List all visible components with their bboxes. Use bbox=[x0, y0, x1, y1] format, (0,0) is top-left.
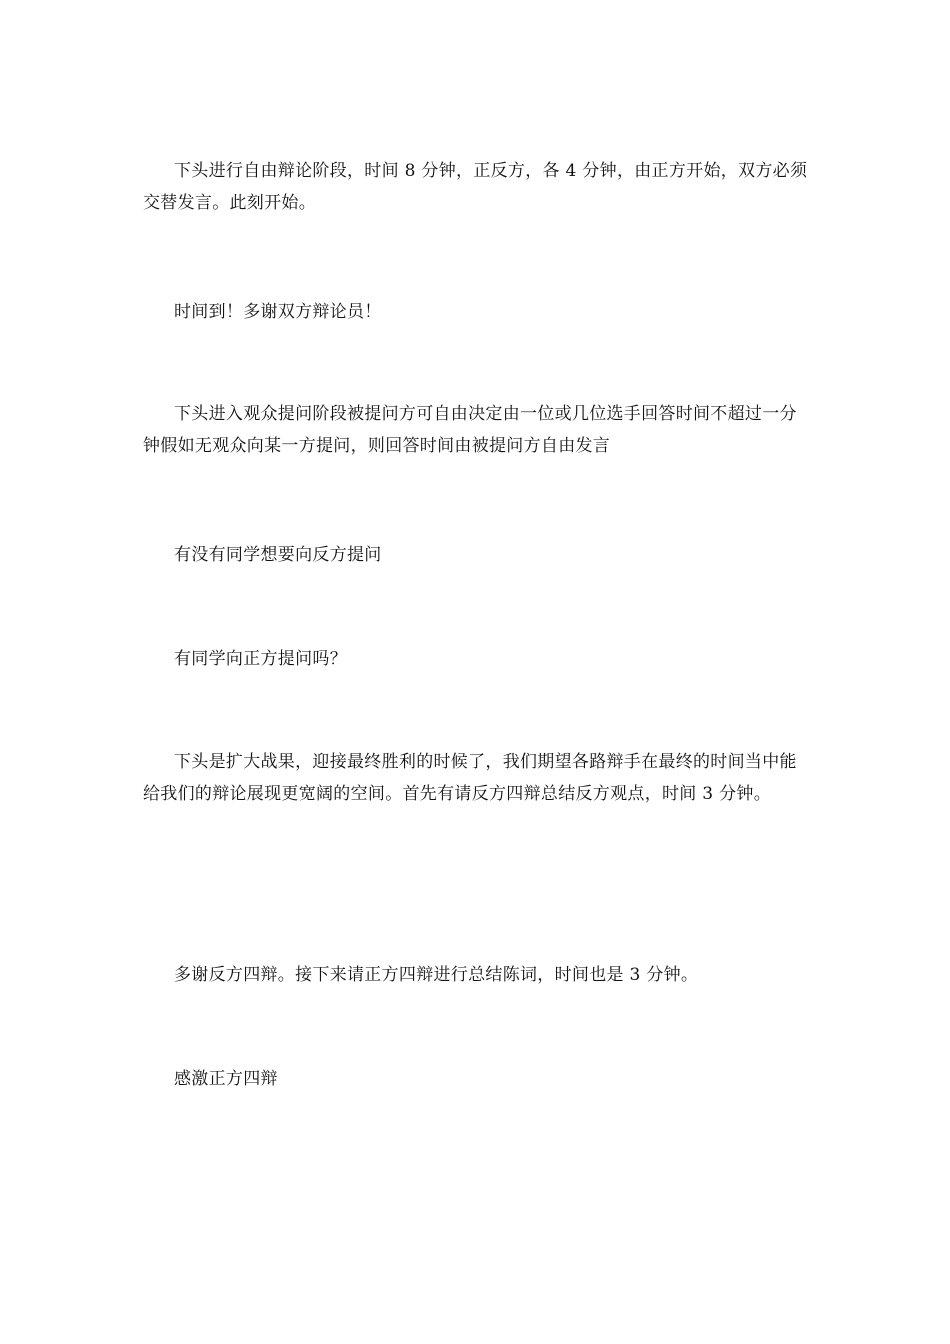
paragraph-time-up: 时间到！多谢双方辩论员！ bbox=[174, 302, 382, 322]
paragraph-ask-proposition: 有同学向正方提问吗？ bbox=[174, 649, 347, 669]
paragraph-closing-intro: 下头是扩大战果，迎接最终胜利的时候了，我们期望各路辩手在最终的时间当中能给我们的辩论展现更宽阔的空间。首先有请反方四辩总结反方观点，时间 3 分钟。 bbox=[143, 752, 797, 804]
paragraph-proposition-closing: 多谢反方四辩。接下来请正方四辩进行总结陈词，时间也是 3 分钟。 bbox=[174, 965, 699, 985]
paragraph-free-debate: 下头进行自由辩论阶段，时间 8 分钟，正反方，各 4 分钟，由正方开始，双方必须交替发言。此刻开始。 bbox=[143, 161, 808, 213]
paragraph-audience-questions: 下头进入观众提问阶段被提问方可自由决定由一位或几位选手回答时间不超过一分钟假如无观众向某一方提问，则回答时间由被提问方自由发言 bbox=[143, 404, 797, 456]
paragraph-ask-opposition: 有没有同学想要向反方提问 bbox=[174, 545, 382, 565]
paragraph-thanks: 感激正方四辩 bbox=[174, 1069, 278, 1089]
